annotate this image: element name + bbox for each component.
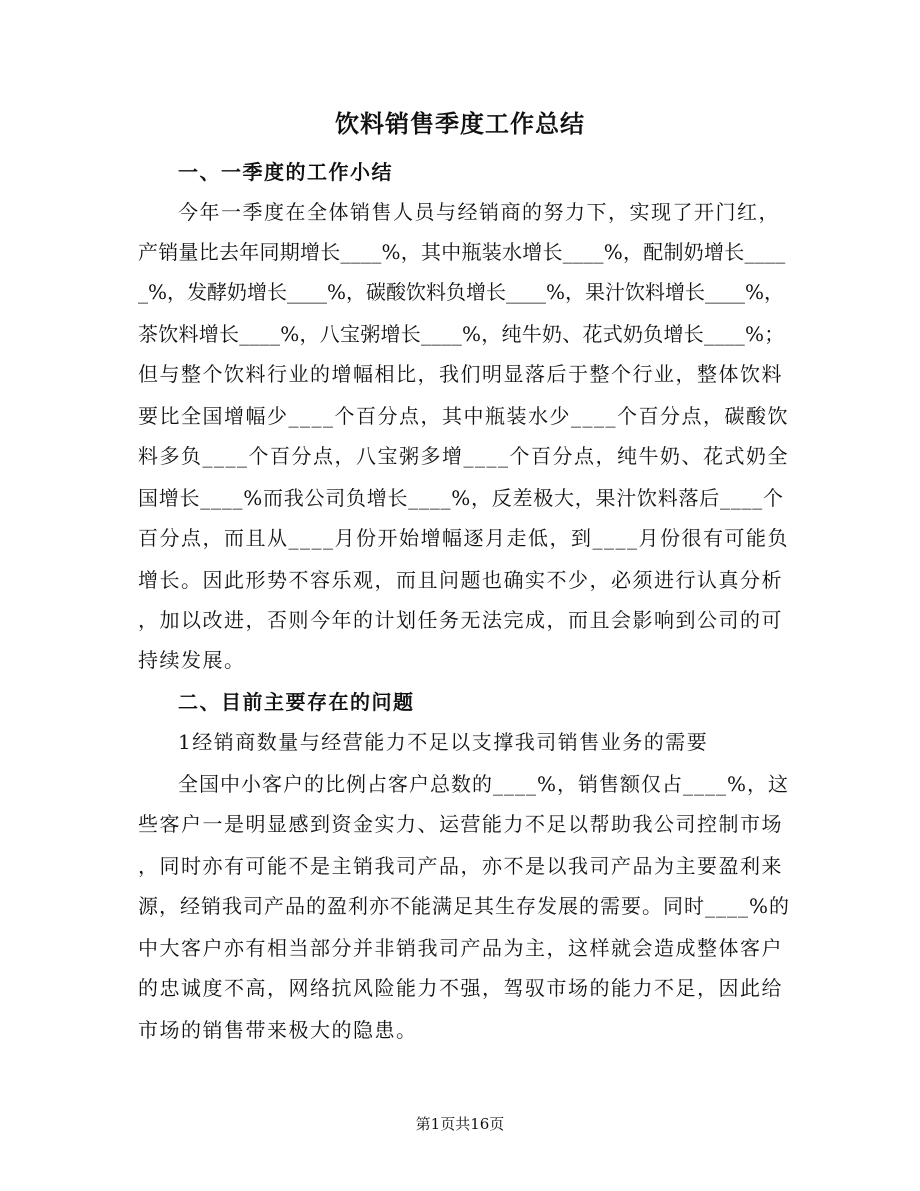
paragraph-line: 料多负____个百分点，八宝粥多增____个百分点，纯牛奶、花式奶全	[138, 444, 789, 468]
paragraph-line: 国增长____%而我公司负增长____%，反差极大，果汁饮料落后____个	[138, 486, 784, 510]
section-heading-2: 二、目前主要存在的问题	[178, 690, 415, 714]
paragraph-line: 持续发展。	[138, 648, 246, 672]
paragraph-line: 市场的销售带来极大的隐患。	[138, 1018, 418, 1042]
paragraph-line: 百分点，而且从____月份开始增幅逐月走低，到____月份很有可能负	[138, 526, 789, 550]
paragraph-line: 全国中小客户的比例占客户总数的____%，销售额仅占____%，这	[178, 772, 790, 796]
paragraph-line: 但与整个饮料行业的增幅相比，我们明显落后于整个行业，整体饮料	[138, 362, 783, 386]
section-heading-1: 一、一季度的工作小结	[178, 160, 393, 184]
paragraph-line: 茶饮料增长____%，八宝粥增长____%，纯牛奶、花式奶负增长____%；	[138, 322, 785, 346]
paragraph-line: 要比全国增幅少____个百分点，其中瓶装水少____个百分点，碳酸饮	[138, 404, 789, 428]
paragraph-line: 源，经销我司产品的盈利亦不能满足其生存发展的需要。同时____%的	[138, 894, 791, 918]
subheading: 1经销商数量与经营能力不足以支撑我司销售业务的需要	[178, 730, 709, 754]
paragraph-line: _%，发酵奶增长____%，碳酸饮料负增长____%，果汁饮料增长____%，	[138, 280, 785, 304]
paragraph-line: 的忠诚度不高，网络抗风险能力不强，驾驭市场的能力不足，因此给	[138, 976, 783, 1000]
paragraph-line: 今年一季度在全体销售人员与经销商的努力下，实现了开门红，	[178, 200, 780, 224]
paragraph-line: 产销量比去年同期增长____%，其中瓶装水增长____%，配制奶增长____	[138, 240, 786, 264]
paragraph-line: 中大客户亦有相当部分并非销我司产品为主，这样就会造成整体客户	[138, 936, 783, 960]
page-footer: 第1页共16页	[415, 1115, 505, 1133]
paragraph-line: ，加以改进，否则今年的计划任务无法完成，而且会影响到公司的可	[138, 608, 783, 632]
page-title: 饮料销售季度工作总结	[335, 109, 585, 138]
paragraph-line: ，同时亦有可能不是主销我司产品，亦不是以我司产品为主要盈利来	[138, 854, 783, 878]
paragraph-line: 增长。因此形势不容乐观，而且问题也确实不少，必须进行认真分析	[138, 568, 783, 592]
paragraph-line: 些客户一是明显感到资金实力、运营能力不足以帮助我公司控制市场	[138, 812, 783, 836]
